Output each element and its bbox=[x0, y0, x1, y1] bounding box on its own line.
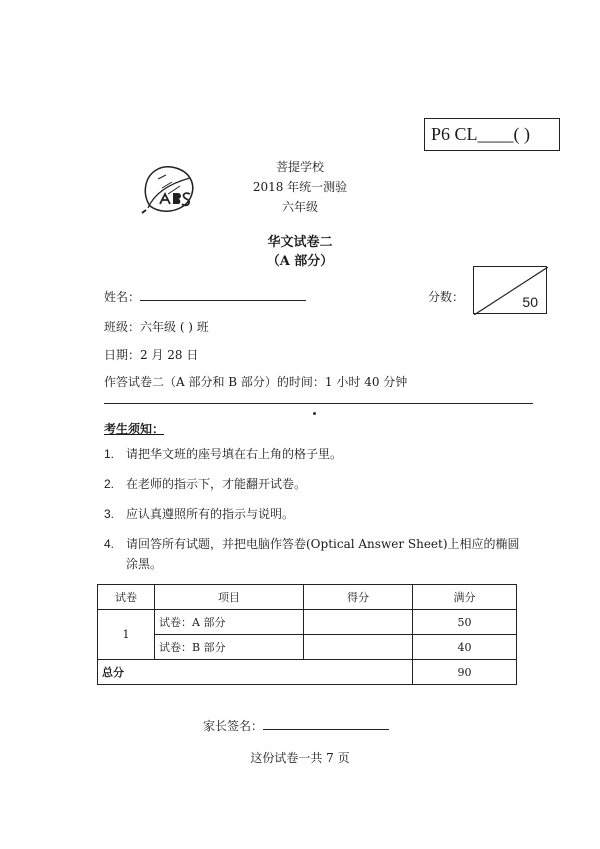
class-number-box: P6 CL____( ) bbox=[424, 118, 560, 151]
instruction-text: 请把华文班的座号填在右上角的格子里。 bbox=[126, 447, 343, 461]
signature-label: 家长签名： bbox=[203, 719, 264, 733]
score-table bbox=[97, 584, 517, 685]
table-total-row bbox=[98, 660, 517, 685]
name-label: 姓名： bbox=[104, 290, 141, 304]
row-full: 50 bbox=[413, 610, 517, 635]
parent-signature bbox=[203, 717, 389, 734]
row-item: 试卷：B 部分 bbox=[155, 635, 304, 660]
page-count: 这份试卷一共 7 页 bbox=[250, 751, 350, 765]
instruction-item bbox=[104, 444, 544, 464]
signature-underline bbox=[263, 729, 389, 730]
instruction-number: 4. bbox=[104, 537, 115, 551]
divider-dot bbox=[313, 412, 316, 415]
time-field: 作答试卷二（A 部分和 B 部分）的时间：1 小时 40 分钟 bbox=[104, 375, 408, 389]
table-row bbox=[98, 610, 517, 635]
header-full: 满分 bbox=[413, 585, 517, 610]
header-paper: 试卷 bbox=[98, 585, 155, 610]
instruction-item bbox=[104, 534, 544, 574]
total-label: 总分 bbox=[98, 660, 413, 685]
score-box bbox=[473, 266, 547, 314]
score-total: 50 bbox=[522, 294, 538, 310]
instruction-number: 1. bbox=[104, 447, 115, 461]
score-label: 分数： bbox=[428, 290, 465, 304]
name-underline bbox=[140, 300, 306, 301]
class-field: 班级：六年级 ( ) 班 bbox=[104, 320, 209, 334]
row-score bbox=[304, 610, 413, 635]
header-item: 项目 bbox=[155, 585, 304, 610]
instruction-item bbox=[104, 474, 544, 494]
paper-number: 1 bbox=[98, 610, 155, 660]
table-row bbox=[98, 635, 517, 660]
instructions-heading: 考生须知： bbox=[104, 422, 165, 436]
header-score: 得分 bbox=[304, 585, 413, 610]
grade-level: 六年级 bbox=[281, 200, 318, 214]
name-field bbox=[104, 288, 306, 305]
date-field: 日期：2 月 28 日 bbox=[104, 348, 199, 362]
row-item: 试卷：A 部分 bbox=[155, 610, 304, 635]
instruction-number: 2. bbox=[104, 477, 115, 491]
instruction-number: 3. bbox=[104, 507, 115, 521]
exam-name: 2018 年统一测验 bbox=[252, 180, 348, 194]
divider bbox=[104, 403, 533, 404]
instruction-text: 在老师的指示下，才能翻开试卷。 bbox=[126, 477, 307, 491]
instruction-item bbox=[104, 504, 544, 524]
instruction-text: 请回答所有试题，并把电脑作答卷(Optical Answer Sheet)上相应的椭圆涂黑。 bbox=[126, 537, 520, 571]
row-full: 40 bbox=[413, 635, 517, 660]
total-full: 90 bbox=[413, 660, 517, 685]
instruction-text: 应认真遵照所有的指示与说明。 bbox=[126, 507, 295, 521]
paper-section: （A 部分） bbox=[266, 254, 334, 269]
paper-title: 华文试卷二 bbox=[267, 235, 333, 250]
school-name: 菩提学校 bbox=[275, 160, 324, 174]
table-header-row bbox=[98, 585, 517, 610]
row-score bbox=[304, 635, 413, 660]
